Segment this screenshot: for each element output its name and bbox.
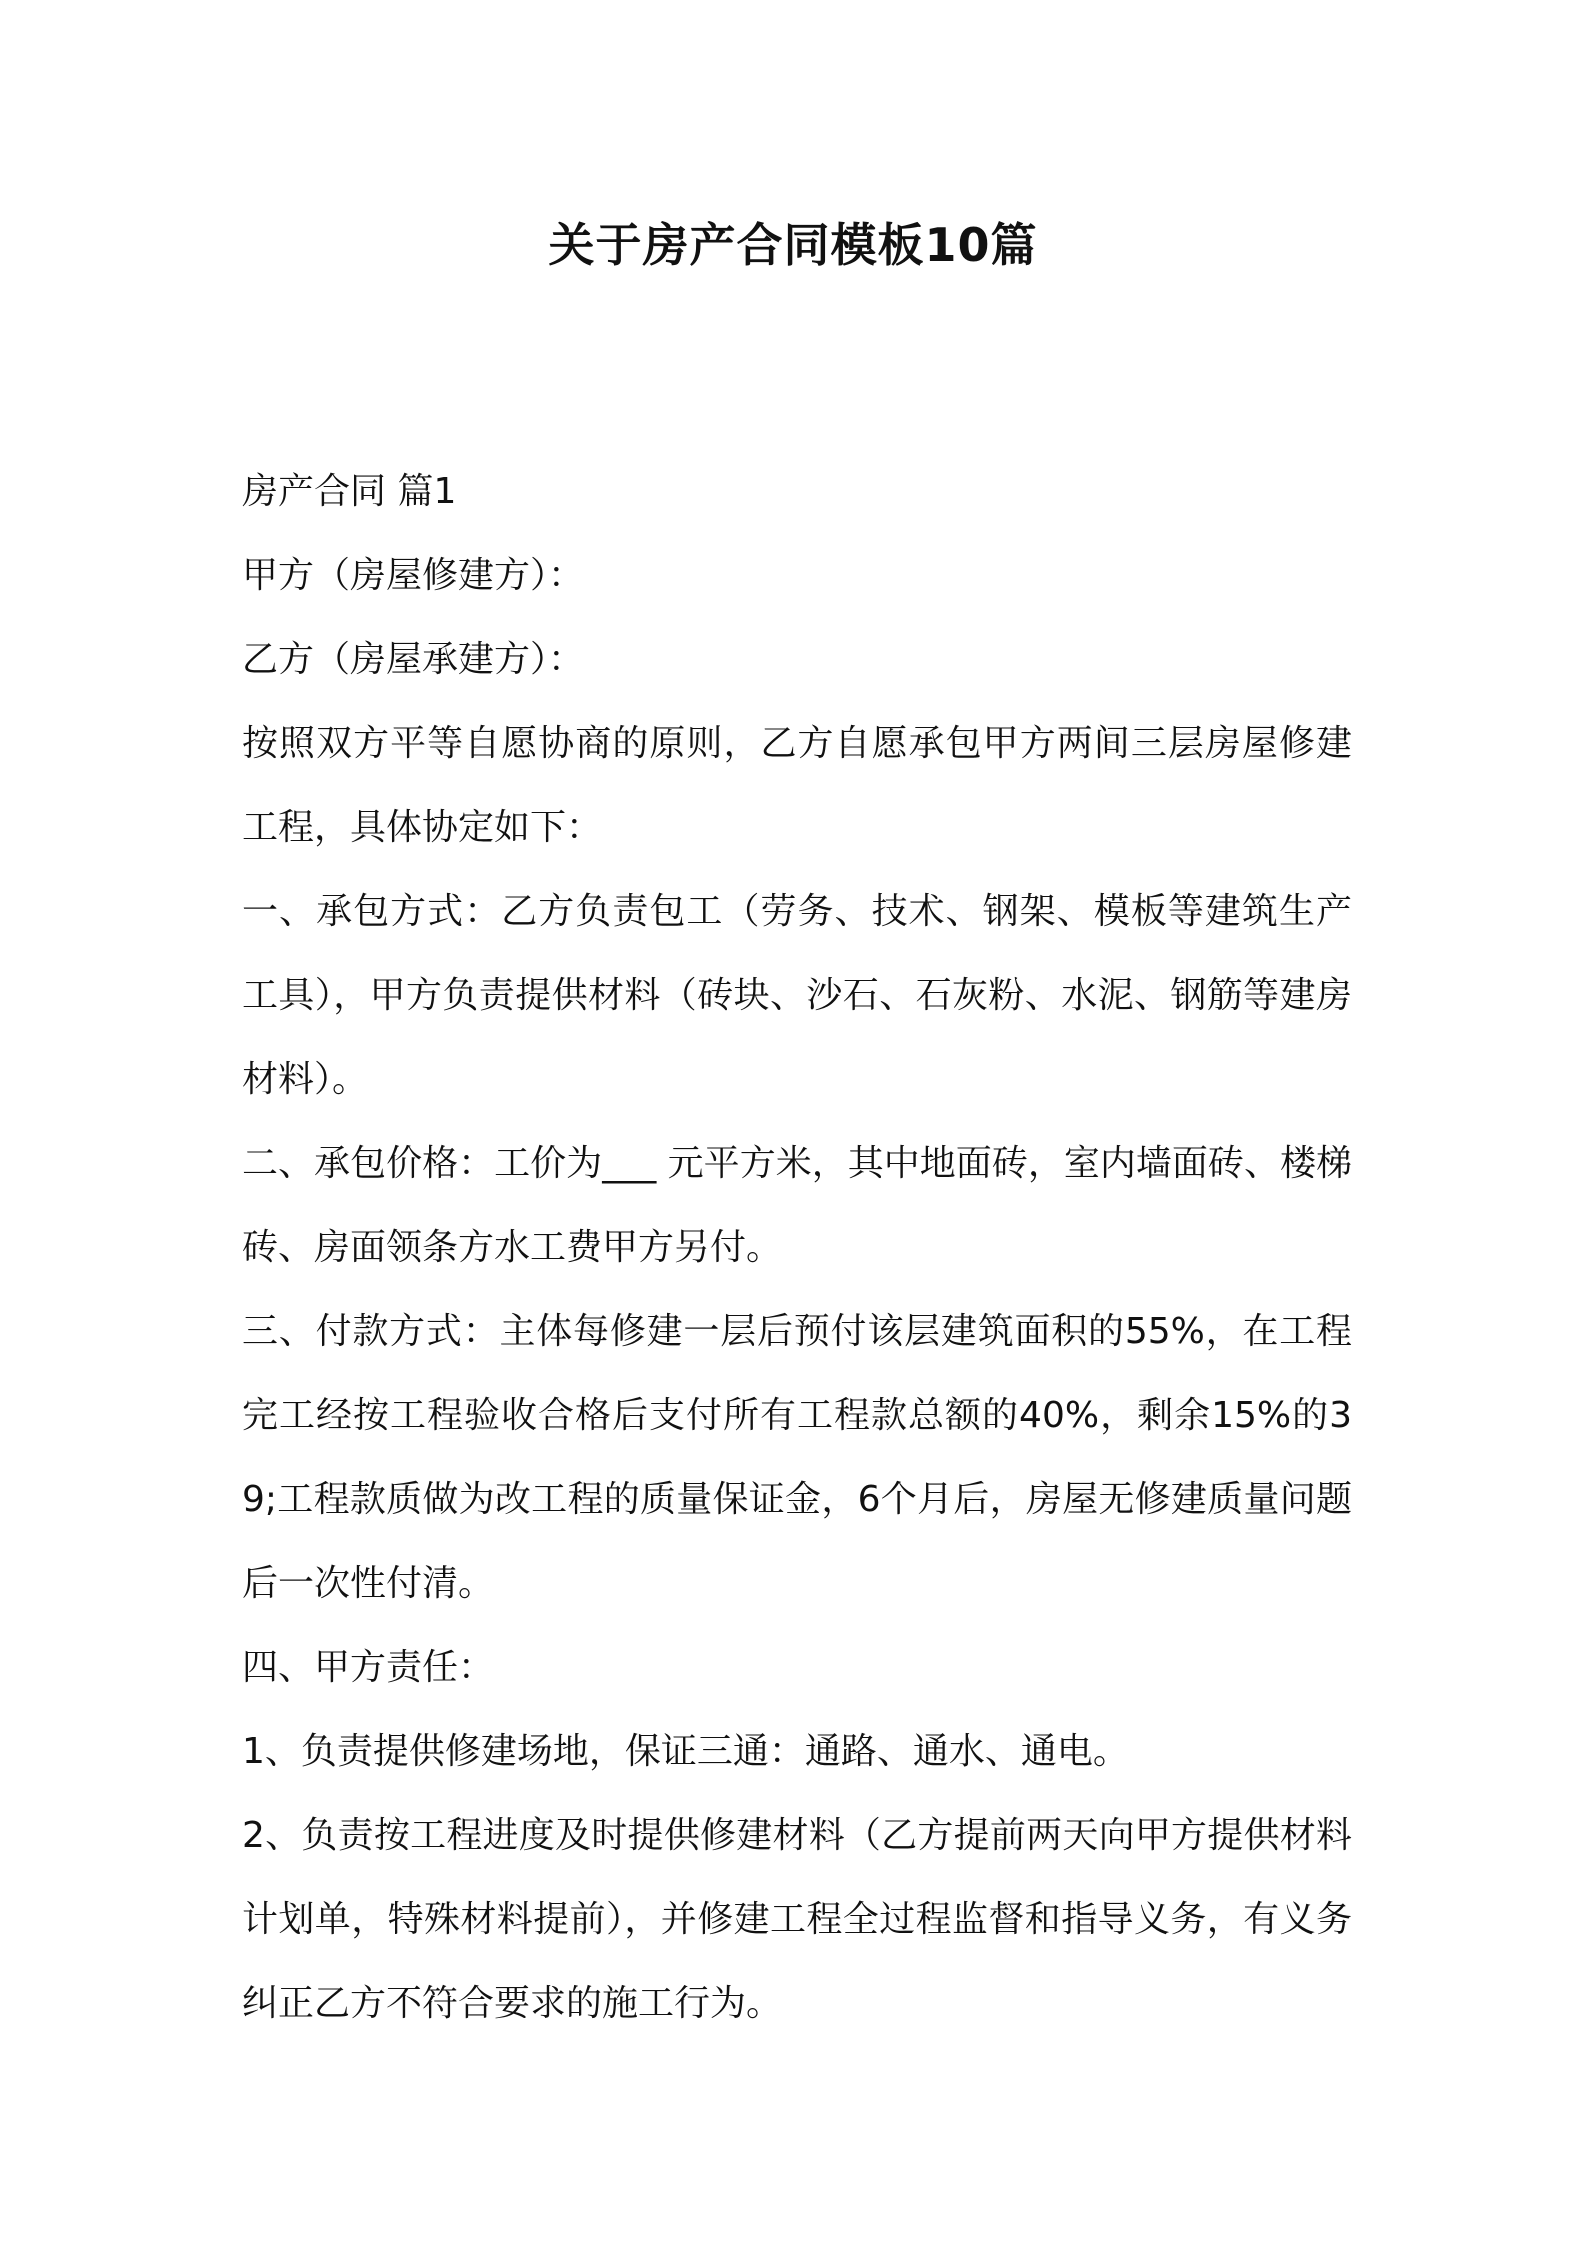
duty-item-1: 1、负责提供修建场地，保证三通：通路、通水、通电。 [242,1731,1129,1772]
clause-payment-method: 三、付款方式：主体每修建一层后预付该层建筑面积的55%，在工程完工经按工程验收合格后支付所有工程款总额的40%，剩余15%的39;工程款质做为改工程的质量保证金，6个月后，房屋无修建质量问题后一次性付清。 [242,1311,1352,1604]
intro-paragraph: 按照双方平等自愿协商的原则，乙方自愿承包甲方两间三层房屋修建工程，具体协定如下： [242,723,1352,848]
clause-contract-price: 二、承包价格：工价为___ 元平方米，其中地面砖，室内墙面砖、楼梯砖、房面领条方水工费甲方另付。 [242,1143,1352,1268]
section-heading: 房产合同 篇1 [242,471,457,512]
document-title: 关于房产合同模板10篇 [548,218,1038,272]
clause-contract-method: 一、承包方式：乙方负责包工（劳务、技术、钢架、模板等建筑生产工具），甲方负责提供材料（砖块、沙石、石灰粉、水泥、钢筋等建房材料）。 [242,891,1352,1100]
party-b-line: 乙方（房屋承建方）： [242,639,585,680]
duty-item-2: 2、负责按工程进度及时提供修建材料（乙方提前两天向甲方提供材料计划单，特殊材料提前），并修建工程全过程监督和指导义务，有义务纠正乙方不符合要求的施工行为。 [242,1815,1352,2024]
party-a-line: 甲方（房屋修建方）： [242,555,585,596]
document-body [242,450,1352,2046]
clause-party-a-duties: 四、甲方责任： [242,1647,495,1688]
